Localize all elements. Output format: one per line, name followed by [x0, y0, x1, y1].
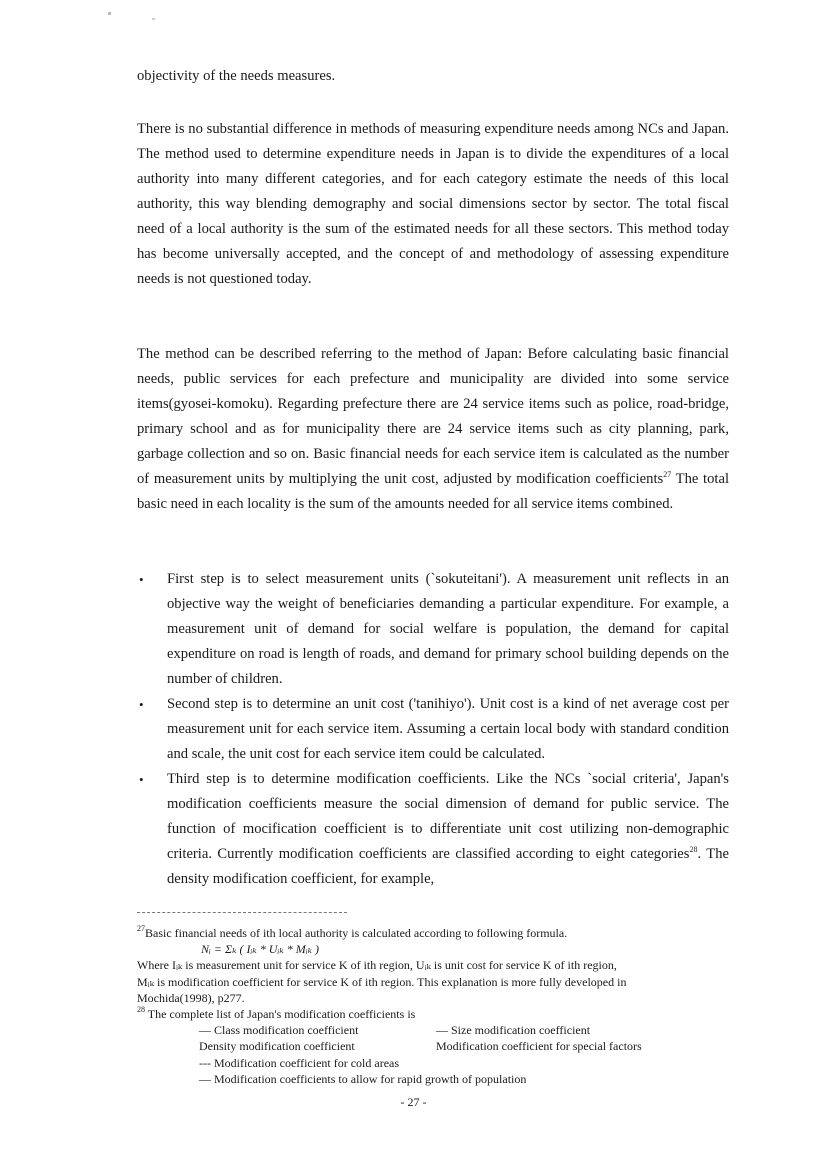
coefficient-item: — Class modification coefficient — [199, 1023, 359, 1038]
footnote-mark: 28 — [137, 1005, 145, 1015]
bullet-icon: • — [139, 572, 144, 587]
formula: Nᵢ = Σₖ ( Iᵢₖ * Uᵢₖ * Mᵢₖ ) — [201, 942, 319, 957]
footnote-text: Where Iᵢₖ is measurement unit for service K of ith region, Uᵢₖ is unit cost for service K of ith region, — [137, 958, 617, 973]
coefficient-item: — Size modification coefficient — [436, 1023, 591, 1038]
footnote-ref: 28 — [689, 845, 698, 854]
bullet-icon: • — [139, 772, 144, 787]
footnote-28 — [137, 1006, 737, 1022]
bullet-text: First step is to select measurement units (`sokuteitani'). A measurement unit reflects in an objective way the weight of beneficiaries demanding a particular expenditure. For example, a measurement unit of demand for social welfare is population, the demand for capital expenditure on road is length of roads, and demand for primary school building depends on the number of children. — [167, 571, 729, 687]
bullet-text: Second step is to determine an unit cost ('tanihiyo'). Unit cost is a kind of net average cost per measurement unit for each service item. Assuming a certain local body with standard condition and scale, the unit cost for each service item could be calculated. — [167, 696, 729, 762]
coefficient-item: — Modification coefficients to allow for rapid growth of population — [199, 1071, 527, 1086]
footnote-text: Mᵢₖ is modification coefficient for service K of ith region. This explanation is more fully developed in — [137, 974, 627, 989]
paragraph: There is no substantial difference in methods of measuring expenditure needs among NCs and Japan. The method used to determine expenditure needs in Japan is to divide the expenditures of a local authority into many different categories, and for each category estimate the needs of this local authority, this way blending demography and social dimensions sector by sector. The total fiscal need of a local authority is the sum of the estimated needs for all these sectors. This method today has become universally accepted, and the concept of and methodology of assessing expenditure needs is not questioned today. — [137, 121, 729, 287]
paragraph-text: The total basic need in each locality is the sum of the amounts needed for all service items combined. — [137, 471, 729, 512]
footnote-text: Basic financial needs of ith local authority is calculated according to following formula. — [145, 926, 568, 940]
bullet-item — [137, 567, 729, 692]
paragraph: objectivity of the needs measures. — [137, 68, 336, 84]
footnote-citation: Mochida(1998), p277. — [137, 990, 245, 1005]
footnotes — [137, 925, 737, 1087]
bullet-text: . The density modification coefficient, for example, — [167, 846, 729, 887]
coefficient-item: Density modification coefficient — [199, 1039, 355, 1054]
paragraph-text: The method can be described referring to the method of Japan: Before calculating basic financial needs, public services for each prefecture and municipality are divided into some service items(gyosei-komoku). Regarding prefecture there are 24 service items such as police, road-bridge, primary school and as for municipality there are 24 service items such as city planning, park, garbage collection and so on. Basic financial needs for each service item is calculated as the number of measurement units by multiplying the unit cost, adjusted by modification coefficients — [137, 346, 729, 487]
bullet-icon: • — [139, 697, 144, 712]
footnote-mark: 27 — [137, 924, 145, 933]
footnote-text: The complete list of Japan's modification coefficients is — [145, 1007, 416, 1022]
scan-mark — [152, 18, 155, 20]
footnote-27 — [137, 925, 737, 941]
bullet-text: Third step is to determine modification coefficients. Like the NCs `social criteria', Japan's modification coefficients measure the social dimension of demand for public service. The function of mocification coefficient is to differentiate unit cost utilizing non-demographic criteria. Currently modification coefficients are classified according to eight categories — [167, 771, 729, 862]
bullet-item — [137, 767, 729, 892]
footnote-ref: 27 — [663, 470, 672, 479]
bullet-item — [137, 692, 729, 767]
paragraph — [137, 342, 729, 517]
bullet-list — [137, 567, 729, 892]
coefficient-item: --- Modification coefficient for cold areas — [199, 1055, 400, 1070]
page-number: - 27 - — [400, 1095, 427, 1109]
coefficient-item: Modification coefficient for special factors — [436, 1039, 642, 1054]
scan-mark — [108, 12, 111, 15]
coefficient-list — [137, 1022, 737, 1054]
footnote-separator — [137, 912, 347, 913]
